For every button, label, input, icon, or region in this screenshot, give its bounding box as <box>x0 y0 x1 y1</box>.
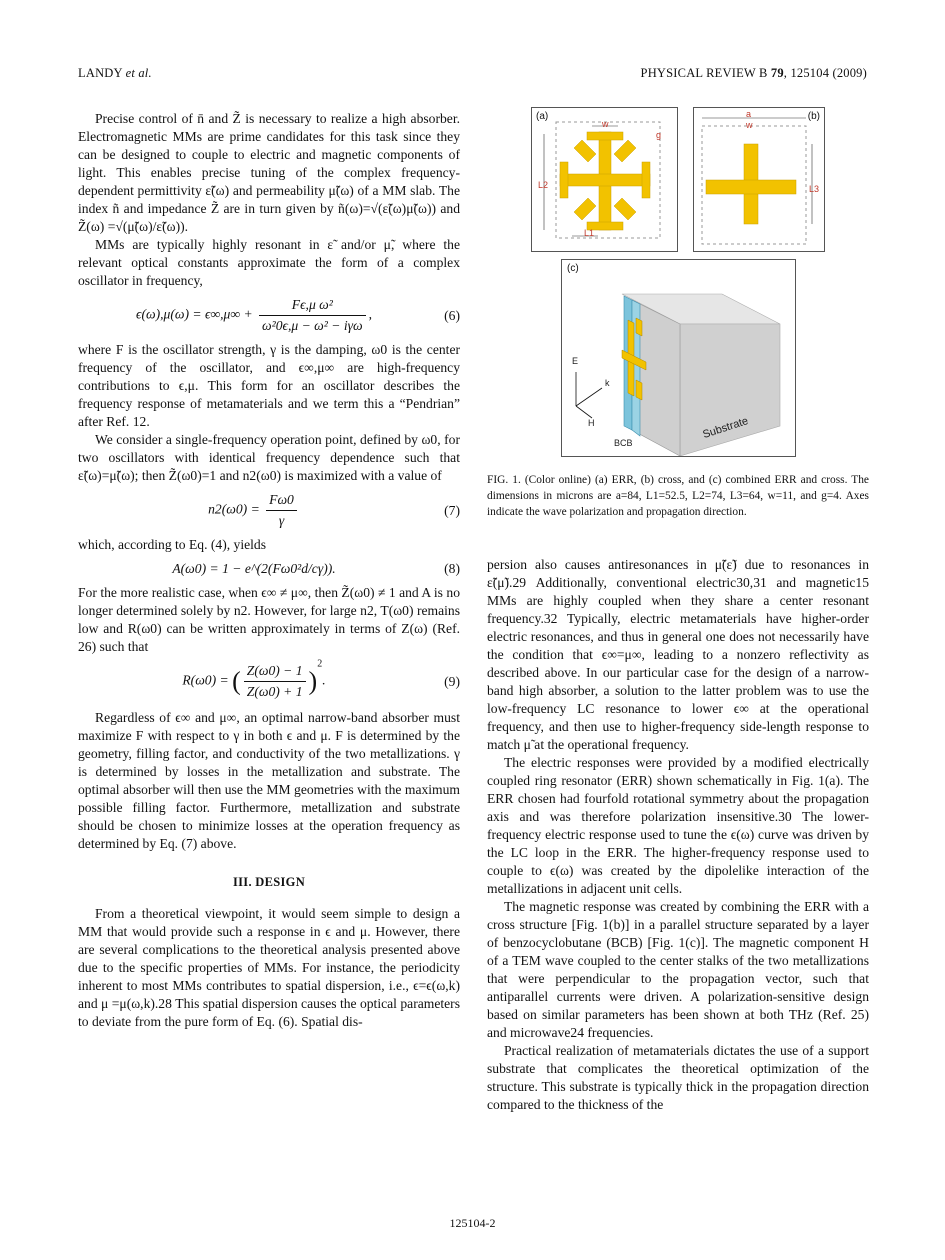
paragraph: MMs are typically highly resonant in ε̃ and/or μ̃, where the relevant optical constants approximate the form of a complex oscillator in frequency, <box>78 237 460 288</box>
panel-label-c: (c) <box>567 263 579 274</box>
paragraph: For the more realistic case, when ϵ∞ ≠ μ∞, then Z̃(ω0) ≠ 1 and A is no longer determined solely by n2. However, for large n2, T(ω0) remains low and R(ω0) can be written approximately in terms of Z(ω) (Ref. 26) such that <box>78 585 460 654</box>
substrate-label: Substrate <box>701 415 750 441</box>
equation-lhs: n2(ω0) = <box>208 501 260 517</box>
equation-9 <box>78 658 460 701</box>
bcb-label: BCB <box>614 438 633 448</box>
dim-label-w: w <box>602 119 609 129</box>
err-shape <box>560 132 650 230</box>
combined-diagram <box>562 260 795 456</box>
paragraph: From a theoretical viewpoint, it would seem simple to design a MM that would provide such a response in ϵ and μ. However, there are several complications to the theoretical analysis presented above due to the specific properties of MMs. For instance, the periodicity inherent to most MMs contributes to spatial dispersion, i.e., ϵ=ϵ(ω,k) and μ =μ(ω,k).28 This spatial dispersion causes the optical parameters to deviate from the pure form of Eq. (6). Spatial dis- <box>78 906 460 1029</box>
section-heading: III. DESIGN <box>232 875 306 889</box>
journal-name: PHYSICAL REVIEW B <box>640 66 768 80</box>
cross-shape <box>706 144 796 224</box>
equation-7 <box>78 491 460 530</box>
paragraph: The electric responses were provided by a modified electrically coupled ring resonator (ERR) shown schematically in Fig. 1(a). The ERR chosen had fourfold rotational symmetry about the propagation axis and was therefore polarization insensitive.30 The lower-frequency electric response used to tune the ϵ(ω) curve was driven by the LC loop in the ERR. The higher-frequency response used to couple to ϵ(ω) was created by the dipolelike interaction of the metallizations in adjacent unit cells. <box>487 755 869 896</box>
dim-label-l2: L2 <box>538 180 549 190</box>
axis-label-h: H <box>588 418 595 428</box>
exponent: 2 <box>317 658 323 670</box>
running-head-left <box>78 66 152 81</box>
left-column <box>78 110 460 1031</box>
author-etal: et al. <box>125 66 152 80</box>
equation-number: (8) <box>444 561 460 576</box>
equation-body: ϵ(ω),μ(ω) = ϵ∞,μ∞ + $\frac{\text{Fϵ,μ ω²}}{\text{ω²0ϵ,μ − ω² − iγω}}$ , <box>136 297 372 333</box>
paragraph: Regardless of ϵ∞ and μ∞, an optimal narrow-band absorber must maximize F with respect to γ in both ϵ and μ. F is determined by the geometry, filling factor, and conductivity of the two metallizations. γ is determined by losses in the metallization and substrate. The optimal absorber will then use the MM geometries with the maximum possible filling factor. Furthermore, metallization and substrate should be chosen to minimize losses at the operation frequency as determined by Eq. (7) above. <box>78 710 460 851</box>
equation-body: R(ω0) = ( $\frac{Z(\omega 0) - 1}{Z(\omega 0) + 1}$ )$^2$. <box>182 658 326 699</box>
figure-panel-b <box>693 107 825 252</box>
paragraph: Precise control of n̄ and Z̃ is necessary to realize a high absorber. Electromagnetic MMs are prime candidates for this task since they can be designed to couple to electric and magnetic components of light. This enables precise tuning of the complex frequency-dependent permittivity ε̃(ω) and permeability μ̃(ω) of a MM slab. The index ñ and impedance Z̃ are in turn given by ñ(ω)=√(ε̃(ω)μ̃(ω)) and Z̃(ω) =√(μ̃(ω)/ε̃(ω)). <box>78 111 460 234</box>
fraction-denominator: γ <box>278 513 285 528</box>
running-head-right <box>641 66 867 81</box>
paragraph: Practical realization of metamaterials dictates the use of a support substrate that complicates the theoretical optimization of the structure. This substrate is typically thick in the propagation direction compared to the thickness of the <box>487 1043 869 1112</box>
fraction-numerator: Fϵ,μ ω² <box>259 296 366 316</box>
cross-diagram <box>694 108 824 251</box>
equation-8 <box>78 560 460 578</box>
equation-lhs: R(ω0) = <box>182 672 229 688</box>
author-name: LANDY <box>78 66 123 80</box>
equation-lhs: ϵ(ω),μ(ω) = ϵ∞,μ∞ + <box>136 306 253 322</box>
dim-label-a: a <box>746 109 752 119</box>
equation-fraction <box>259 296 366 335</box>
figure-panel-a <box>531 107 678 252</box>
paragraph: The magnetic response was created by combining the ERR with a cross structure [Fig. 1(b)] in a parallel structure separated by a layer of benzocyclobutane (BCB) [Fig. 1(c)]. The magnetic component H of a TEM wave coupled to the center stalks of the two metallizations that were perpendicular to the propagation vector, such that antiparallel currents were driven. A polarization-sensitive design based on similar parameters has been shown at both THz (Ref. 25) and microwave24 frequencies. <box>487 899 869 1040</box>
figure-caption: FIG. 1. (Color online) (a) ERR, (b) cross, and (c) combined ERR and cross. The dimensions in microns are a=84, L1=52.5, L2=74, L3=64, w=11, and g=4. Axes indicate the wave polarization and propagation direction. <box>487 474 869 518</box>
paragraph: which, according to Eq. (4), yields <box>78 537 266 552</box>
axis-label-e: E <box>572 356 579 366</box>
right-column <box>487 556 869 1114</box>
fraction-numerator: Fω0 <box>266 491 297 511</box>
paragraph: persion also causes antiresonances in μ̃(ε̃) due to resonances in ε̃(μ̃).29 Additionally, conventional electric30,31 and magnetic15 MMs are highly coupled when they share a center resonant frequency.32 Typically, electric metamaterials have higher-order electric resonances, and thus in general one does not necessarily have the condition that ϵ∞=μ∞, leading to a nonzero reflectivity as described above. In our particular case for the design of a narrow-band high absorber, a solution to the latter problem was to use the low-frequency LC resonance to lower ϵ∞ at the operational frequency, and then use to higher-frequency side-length response to match μ̃ at the operational frequency. <box>487 557 869 752</box>
dim-label-l3: L3 <box>809 184 820 194</box>
right-paren: ) <box>308 666 318 696</box>
dim-label-g: g <box>656 130 662 140</box>
axis-label-k: k <box>605 378 610 388</box>
equation-body: A(ω0) = 1 − e^(2(Fω0²d/cγ)). <box>172 561 336 576</box>
panel-label-a: (a) <box>536 111 549 122</box>
equation-body <box>78 491 430 530</box>
journal-article: , 125104 (2009) <box>783 66 867 80</box>
equation-fraction <box>266 491 297 530</box>
journal-volume: 79 <box>770 66 784 80</box>
equation-6 <box>78 296 460 335</box>
figure-panel-c <box>561 259 796 457</box>
fraction-denominator: Z(ω0) + 1 <box>246 684 303 699</box>
fraction-numerator: Z(ω0) − 1 <box>244 662 306 682</box>
left-paren: ( <box>232 666 241 696</box>
page-number: 125104-2 <box>449 1216 496 1230</box>
equation-number: (9) <box>444 673 460 689</box>
panel-label-b: (b) <box>807 111 820 122</box>
equation-fraction <box>244 662 306 701</box>
equation-number: (7) <box>444 502 460 518</box>
equation-number: (6) <box>444 307 460 323</box>
fraction-denominator: ω²0ϵ,μ − ω² − iγω <box>262 318 363 333</box>
paragraph: where F is the oscillator strength, γ is the damping, ω0 is the center frequency of the oscillator, and ϵ∞,μ∞ are high-frequency contributions to ϵ,μ. This form for an oscillator describes the frequency response of metamaterials and we term this a “Pendrian” after Ref. 12. <box>78 342 460 429</box>
paragraph: We consider a single-frequency operation point, defined by ω0, for two oscillators with identical frequency dependence such that ε̃(ω)=μ̃(ω); then Z̃(ω0)=1 and n2(ω0) is maximized with a value of <box>78 432 460 483</box>
dim-label-l1: L1 <box>584 228 595 238</box>
dim-label-w-cross: w <box>746 120 753 130</box>
